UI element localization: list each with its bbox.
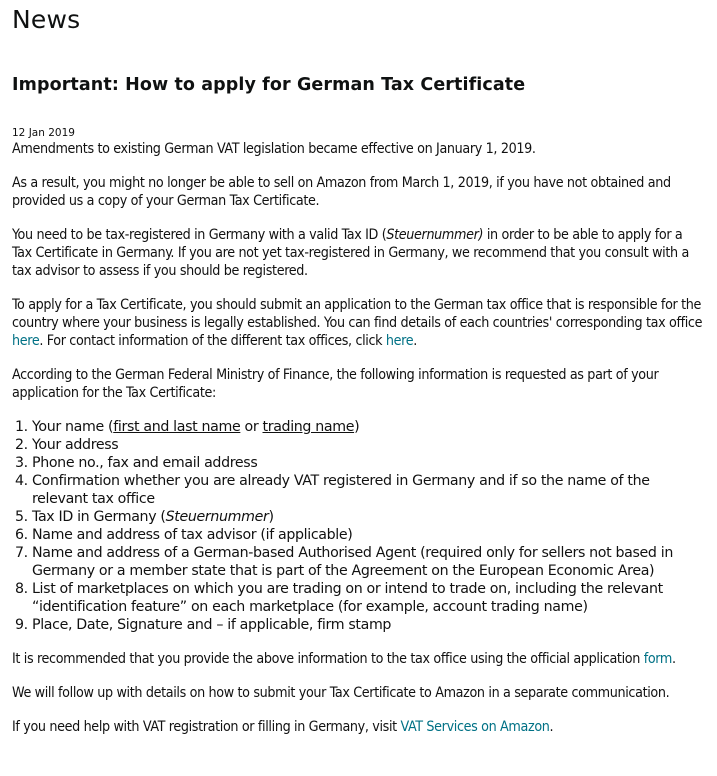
- list-item: 4. Confirmation whether you are already VAT registered in Germany and if so the name of the relevant tax office: [32, 472, 705, 508]
- page-title: News: [12, 5, 81, 34]
- article-date: 12 Jan 2019: [12, 127, 75, 139]
- text: ): [268, 509, 274, 525]
- text: or: [240, 419, 263, 435]
- tax-office-contact-link[interactable]: here: [385, 333, 414, 349]
- text: If you need help with VAT registration or filling in Germany, visit: [12, 719, 401, 735]
- paragraph-amendments: Amendments to existing German VAT legislation became effective on January 1, 2019.: [12, 141, 536, 157]
- paragraph-apply: [12, 296, 705, 350]
- paragraph-help: [12, 718, 705, 736]
- text: .: [413, 333, 417, 349]
- article-heading: Important: How to apply for German Tax Certificate: [12, 75, 526, 95]
- text: Steuernummer: [165, 509, 269, 525]
- text: . For contact information of the different tax offices, click: [39, 333, 386, 349]
- list-item: 2. Your address: [32, 436, 705, 454]
- paragraph-follow-up: We will follow up with details on how to submit your Tax Certificate to Amazon in a separate communication.: [12, 685, 670, 701]
- text: You need to be tax-registered in Germany with a valid Tax ID (: [12, 227, 387, 243]
- list-item: 6. Name and address of tax advisor (if applicable): [32, 526, 705, 544]
- text: It is recommended that you provide the above information to the tax office using the official application: [12, 651, 644, 667]
- list-item: [32, 418, 705, 436]
- tax-office-details-link[interactable]: here: [12, 333, 40, 349]
- text: .: [549, 719, 554, 735]
- paragraph-consequence: As a result, you might no longer be able to sell on Amazon from March 1, 2019, if you have not obtained and provided us a copy of your German Tax Certificate.: [12, 175, 671, 209]
- list-item: 7. Name and address of a German-based Authorised Agent (required only for sellers not based in Germany or a member state that is part of the Agreement on the European Economic Area): [32, 544, 705, 580]
- steuernummer-term: Steuernummer): [386, 227, 484, 243]
- application-form-link[interactable]: form: [643, 651, 673, 667]
- list-item: 8. List of marketplaces on which you are trading on or intend to trade on, including the relevant “identification feature” on each marketplace (for example, account trading name): [32, 580, 705, 616]
- paragraph-recommendation: [12, 650, 705, 668]
- vat-services-link[interactable]: VAT Services on Amazon: [400, 719, 550, 735]
- text: Your name (: [32, 419, 114, 435]
- text: in order to be able to apply for a Tax Certificate in Germany. If you are not yet tax-registered in Germany, we recommend that you consult with a tax advisor to assess if you should be registered.: [12, 227, 689, 279]
- text: .: [672, 651, 676, 667]
- list-item: [32, 508, 705, 526]
- text: To apply for a Tax Certificate, you should submit an application to the German tax office that is responsible for the country where your business is legally established. You can find details of each countries' corresponding tax office: [12, 297, 703, 331]
- paragraph-tax-registration: [12, 226, 705, 280]
- text: trading name: [262, 419, 355, 435]
- requirements-list: [12, 418, 705, 634]
- list-item: 3. Phone no., fax and email address: [32, 454, 705, 472]
- list-item: 9. Place, Date, Signature and – if applicable, firm stamp: [32, 616, 705, 634]
- paragraph-requirements-intro: According to the German Federal Ministry of Finance, the following information is requested as part of your application for the Tax Certificate:: [12, 367, 659, 401]
- text: first and last name: [113, 419, 241, 435]
- text: ): [354, 419, 360, 435]
- text: Tax ID in Germany (: [32, 509, 166, 525]
